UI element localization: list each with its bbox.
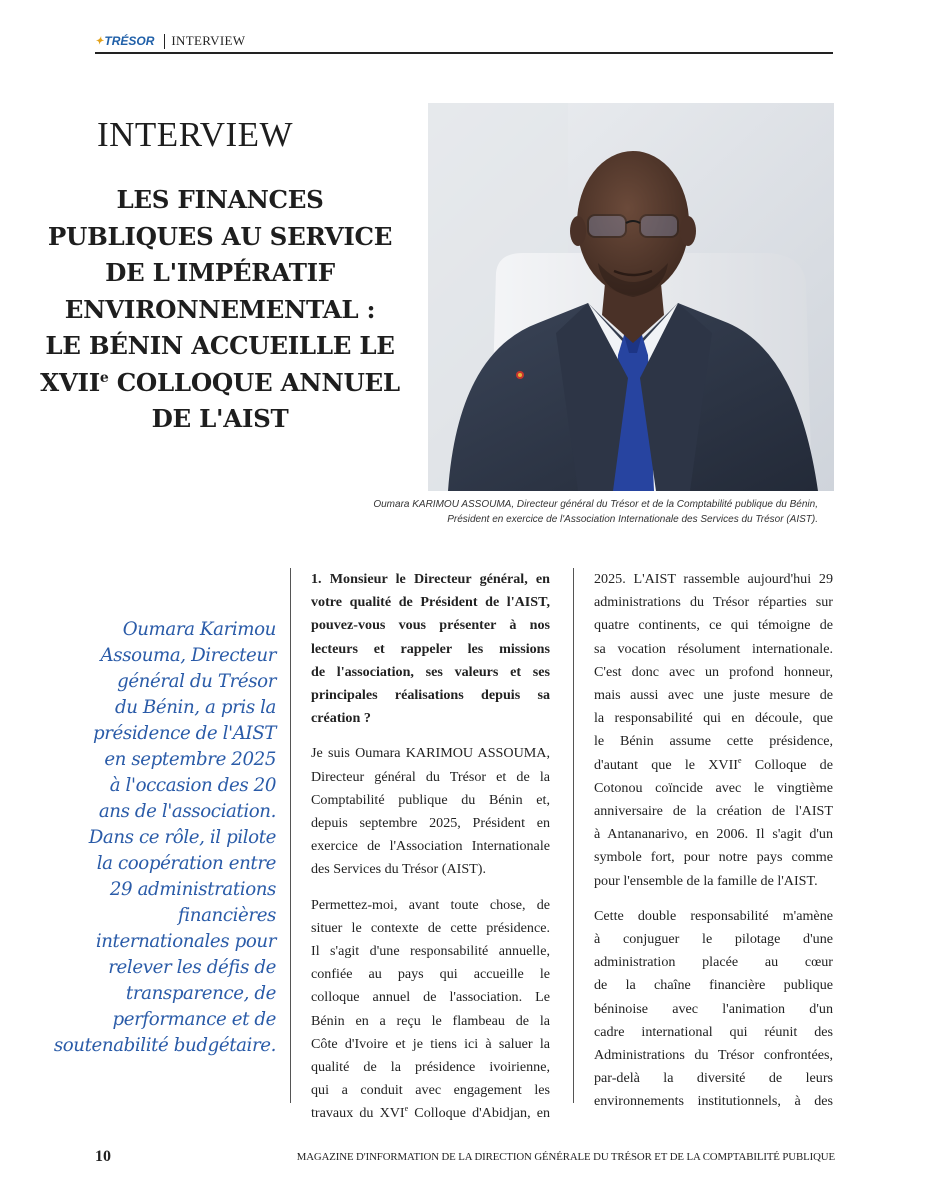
text-line: à conjuguer le pilotage d'une: [594, 931, 833, 948]
answer-paragraph: [594, 568, 833, 893]
text-line: C'est donc avec un profond honneur,: [594, 663, 833, 680]
text-fragment: Colloque d'Abidjan, en: [408, 1105, 550, 1122]
pullquote-line: général du Trésor: [117, 671, 276, 692]
pullquote-line: présidence de l'AIST: [92, 723, 276, 744]
text-line: Côte d'Ivoire et je tiens ici à saluer la: [311, 1035, 550, 1052]
text-line: par-delà la diversité de leurs: [594, 1070, 833, 1087]
portrait-photo: [428, 103, 834, 491]
answer-paragraph: [594, 905, 833, 1114]
superscript: e: [404, 1104, 409, 1114]
column-rule: [573, 568, 574, 1103]
text-line: exercice de l'Association Internationale: [311, 838, 550, 855]
page-header: [95, 30, 833, 52]
caption-line: Président en exercice de l'Association Internationale des Services du Trésor (AIST).: [447, 514, 818, 525]
pullquote-line: du Bénin, a pris la: [114, 697, 276, 718]
pull-quote: [40, 617, 276, 1059]
article-kicker: INTERVIEW: [97, 115, 294, 154]
answer-paragraph: [311, 894, 550, 1126]
title-line: PUBLIQUES AU SERVICE: [47, 221, 393, 251]
text-line: Administrations du Trésor confrontées,: [594, 1047, 833, 1064]
text-line: Directeur général du Trésor et de la: [311, 768, 550, 785]
title-fragment: XVII: [40, 367, 100, 397]
text-line: mais aussi avec une juste mesure de: [594, 687, 833, 704]
title-line: ENVIRONNEMENTAL :: [64, 294, 376, 324]
text-line: le Bénin assume cette présidence,: [594, 733, 833, 750]
text-line: administration placée au cœur: [594, 954, 833, 971]
title-line: DE L'AIST: [151, 404, 289, 433]
text-line: des Services du Trésor (AIST).: [311, 861, 486, 878]
article-column-1: [311, 568, 550, 1138]
text-line: béninoise avec l'animation d'un: [594, 1000, 833, 1017]
superscript: e: [737, 755, 742, 765]
header-separator: [164, 34, 165, 49]
question-line: votre qualité de Président de l'AIST,: [311, 594, 550, 611]
text-line: qualité de la présidence ivoirienne,: [311, 1059, 550, 1076]
article-title: [30, 182, 410, 438]
text-fragment: d'autant que le XVII: [594, 756, 738, 773]
column-rule: [290, 568, 291, 1103]
tresor-logo: [95, 34, 154, 48]
header-section-label: INTERVIEW: [171, 33, 246, 48]
pullquote-line: performance et de: [112, 1009, 276, 1030]
text-line: Cotonou coïncide avec le vingtième: [594, 779, 833, 796]
header-rule: [95, 52, 833, 54]
photo-caption: [290, 497, 818, 527]
pullquote-line: Oumara Karimou: [122, 619, 276, 640]
question-line: de l'association, ses valeurs et ses: [311, 663, 550, 680]
pullquote-line: 29 administrations: [109, 879, 276, 900]
title-fragment: COLLOQUE ANNUEL: [108, 367, 400, 397]
text-line: sa vocation résolument internationale.: [594, 640, 833, 657]
article-column-2: [594, 568, 833, 1126]
text-line: à Antananarivo, en 2006. Il s'agit d'un: [594, 826, 833, 843]
question-line: principales réalisations depuis sa: [311, 687, 550, 704]
title-line: LES FINANCES: [116, 185, 324, 214]
text-line: symbole fort, pour notre pays comme: [594, 849, 833, 866]
question-line: création ?: [311, 710, 371, 727]
logo-swoosh-icon: ✦: [95, 35, 104, 47]
pullquote-line: ans de l'association.: [98, 801, 276, 822]
text-line: environnements institutionnels, à des: [594, 1093, 833, 1110]
pullquote-line: en septembre 2025: [104, 749, 276, 770]
title-superscript: e: [99, 369, 109, 386]
text-line: Je suis Oumara KARIMOU ASSOUMA,: [311, 745, 550, 762]
text-fragment: travaux du XVI: [311, 1105, 405, 1122]
footer-text: MAGAZINE D'INFORMATION DE LA DIRECTION GÉNÉRALE DU TRÉSOR ET DE LA COMPTABILITÉ PUBLIQUE: [296, 1151, 835, 1163]
pullquote-line: à l'occasion des 20: [109, 775, 276, 796]
logo-text: TRÉSOR: [104, 34, 155, 48]
text-fragment: Colloque de: [741, 756, 833, 773]
pullquote-line: Assouma, Directeur: [100, 645, 276, 666]
text-line: depuis septembre 2025, Président en: [311, 815, 550, 832]
pullquote-line: financières: [178, 905, 276, 926]
text-line: la responsabilité qui en découle, que: [594, 710, 833, 727]
text-line: Cette double responsabilité m'amène: [594, 907, 833, 924]
text-line: [311, 1102, 550, 1125]
pullquote-line: transparence, de: [125, 983, 276, 1004]
question-line: pouvez-vous vous présenter à nos: [311, 617, 550, 634]
page-number: 10: [95, 1148, 111, 1165]
text-line: anniversaire de la création de l'AIST: [594, 803, 833, 820]
pullquote-line: soutenabilité budgétaire.: [53, 1035, 276, 1056]
text-line: confiée au pays qui accueille le: [311, 966, 550, 983]
text-line: Comptabilité publique du Bénin et,: [311, 791, 550, 808]
text-line: quatre continents, ce qui témoigne de: [594, 617, 833, 634]
text-line: situer le contexte de cette présidence.: [311, 919, 550, 936]
text-line: [594, 754, 833, 777]
question-line: lecteurs et rappeler les missions: [311, 640, 550, 657]
caption-line: Oumara KARIMOU ASSOUMA, Directeur général du Trésor et de la Comptabilité publique du Bénin,: [373, 499, 818, 510]
text-line: pour l'ensemble de la famille de l'AIST.: [594, 872, 818, 889]
title-line: [30, 365, 410, 402]
text-line: cadre international qui réunit des: [594, 1023, 833, 1040]
text-line: Il s'agit d'une responsabilité annuelle,: [311, 943, 550, 960]
pullquote-line: relever les défis de: [108, 957, 276, 978]
text-line: qui a conduit avec engagement les: [311, 1082, 550, 1099]
pullquote-line: Dans ce rôle, il pilote: [88, 827, 276, 848]
portrait-illustration: [428, 103, 834, 491]
text-line: Permettez-moi, avant toute chose, de: [311, 896, 550, 913]
text-line: administrations du Trésor réparties sur: [594, 594, 833, 611]
text-line: Bénin en a reçu le flambeau de la: [311, 1012, 550, 1029]
page-footer: [95, 1147, 835, 1167]
pullquote-line: la coopération entre: [96, 853, 276, 874]
text-line: de la chaîne financière publique: [594, 977, 833, 994]
text-line: 2025. L'AIST rassemble aujourd'hui 29: [594, 571, 833, 587]
title-line: LE BÉNIN ACCUEILLE LE: [45, 331, 395, 360]
text-line: colloque annuel de l'association. Le: [311, 989, 550, 1006]
pullquote-line: internationales pour: [95, 931, 276, 952]
question-line: 1. Monsieur le Directeur général, en: [311, 571, 550, 587]
answer-paragraph: [311, 742, 550, 881]
interview-question: [311, 568, 550, 730]
title-line: DE L'IMPÉRATIF: [105, 258, 335, 287]
